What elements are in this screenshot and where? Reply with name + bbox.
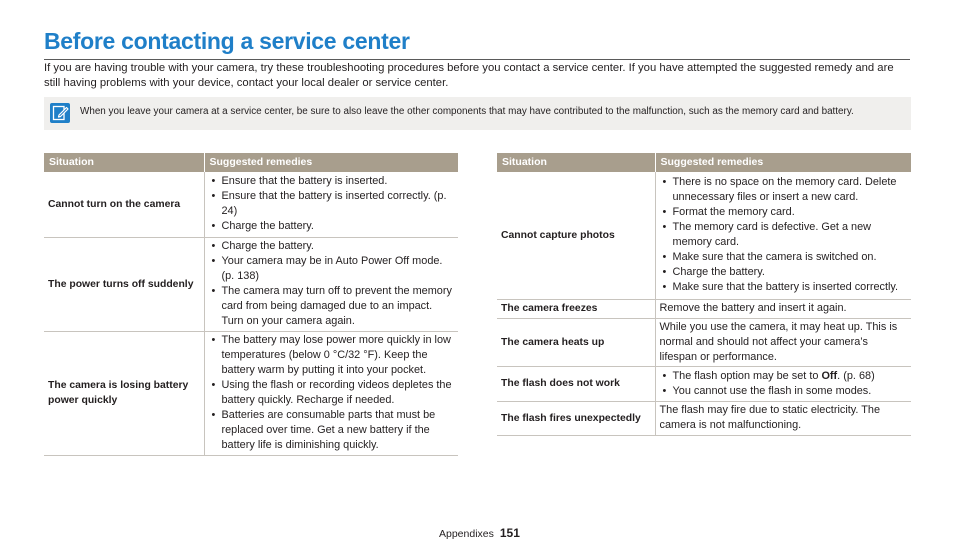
remedies-cell [204, 237, 458, 331]
remedy-item: • The camera may turn off to prevent the memory card from being damaged due to an impact. Turn on your camera again. [209, 284, 455, 329]
remedy-text-before: The flash option may be set to [672, 369, 822, 382]
remedy-list [660, 369, 908, 399]
remedies-cell [204, 172, 458, 237]
remedies-cell [655, 366, 911, 401]
remedy-item: • Format the memory card. [660, 205, 908, 220]
remedy-text: The flash may fire due to static electricity. The camera is not malfunctioning. [659, 404, 881, 431]
remedy-item: • Make sure that the camera is switched on. [660, 250, 908, 265]
remedy-item: • There is no space on the memory card. Delete unnecessary files or insert a new card. [660, 175, 908, 205]
intro-paragraph: If you are having trouble with your camera, try these troubleshooting procedures before you contact a service center. If you have attempted the suggested remedy and are still having problems with your device, contact your local dealer or service center. [44, 62, 894, 89]
pencil-note-icon [50, 103, 70, 123]
remedy-item: • Ensure that the battery is inserted correctly. (p. 24) [209, 189, 455, 219]
remedy-item: • You cannot use the flash in some modes. [660, 384, 908, 399]
remedy-item: • Your camera may be in Auto Power Off mode. (p. 138) [209, 254, 455, 284]
table-row [44, 331, 458, 455]
table-header-row [497, 153, 911, 172]
remedy-text-bold: Off [821, 369, 838, 382]
page-number: 151 [499, 526, 520, 540]
remedy-text: Remove the battery and insert it again. [659, 302, 847, 314]
remedy-item: • Batteries are consumable parts that must be replaced over time. Get a new battery if the battery life is diminishing quickly. [209, 408, 455, 453]
table-header-row [44, 153, 458, 172]
remedies-cell [655, 401, 911, 435]
note-text: When you leave your camera at a service center, be sure to also leave the other components that may have contributed to the malfunction, such as the memory card and battery. [80, 106, 854, 117]
remedies-header: Suggested remedies [204, 153, 458, 172]
remedies-cell [655, 299, 911, 318]
situation-cell: The camera is losing battery power quickly [44, 331, 204, 455]
remedy-text-after: . (p. 68) [837, 369, 875, 382]
remedies-cell [204, 331, 458, 455]
title-divider [44, 59, 910, 60]
table-row [44, 237, 458, 331]
remedies-header: Suggested remedies [655, 153, 911, 172]
remedy-text: While you use the camera, it may heat up. This is normal and should not affect your camera’s lifespan or performance. [659, 320, 898, 363]
remedy-item: • Make sure that the battery is inserted correctly. [660, 280, 908, 295]
remedy-item: • Charge the battery. [660, 265, 908, 280]
table-row [497, 172, 911, 299]
page-footer [439, 524, 520, 542]
table-row [497, 318, 911, 366]
table-row [497, 366, 911, 401]
remedy-list [209, 239, 455, 329]
remedy-item: • Charge the battery. [209, 219, 455, 234]
remedies-cell [655, 172, 911, 299]
remedy-item [660, 369, 908, 384]
situation-cell: The camera freezes [497, 299, 655, 318]
left-troubleshooting-table [44, 153, 458, 456]
remedy-list [660, 175, 908, 295]
remedy-list [209, 333, 455, 453]
note-box [44, 97, 911, 130]
table-row [497, 299, 911, 318]
remedy-item: • Ensure that the battery is inserted. [209, 174, 455, 189]
right-troubleshooting-table [497, 153, 911, 436]
situation-header: Situation [497, 153, 655, 172]
remedies-cell [655, 318, 911, 366]
situation-header: Situation [44, 153, 204, 172]
remedy-item: • Using the flash or recording videos depletes the battery quickly. Recharge if needed. [209, 378, 455, 408]
situation-cell: The flash fires unexpectedly [497, 401, 655, 435]
remedy-item: • Charge the battery. [209, 239, 455, 254]
remedy-item: • The battery may lose power more quickly in low temperatures (below 0 °C/32 °F). Keep the battery warm by putting it into your pocket. [209, 333, 455, 378]
situation-cell: Cannot capture photos [497, 172, 655, 299]
footer-section-label: Appendixes [439, 528, 494, 540]
remedy-list [209, 174, 455, 234]
situation-cell: Cannot turn on the camera [44, 172, 204, 237]
situation-cell: The camera heats up [497, 318, 655, 366]
table-row [497, 401, 911, 435]
situation-cell: The flash does not work [497, 366, 655, 401]
table-row [44, 172, 458, 237]
situation-cell: The power turns off suddenly [44, 237, 204, 331]
page-title: Before contacting a service center [44, 28, 410, 54]
remedy-item: • The memory card is defective. Get a new memory card. [660, 220, 908, 250]
